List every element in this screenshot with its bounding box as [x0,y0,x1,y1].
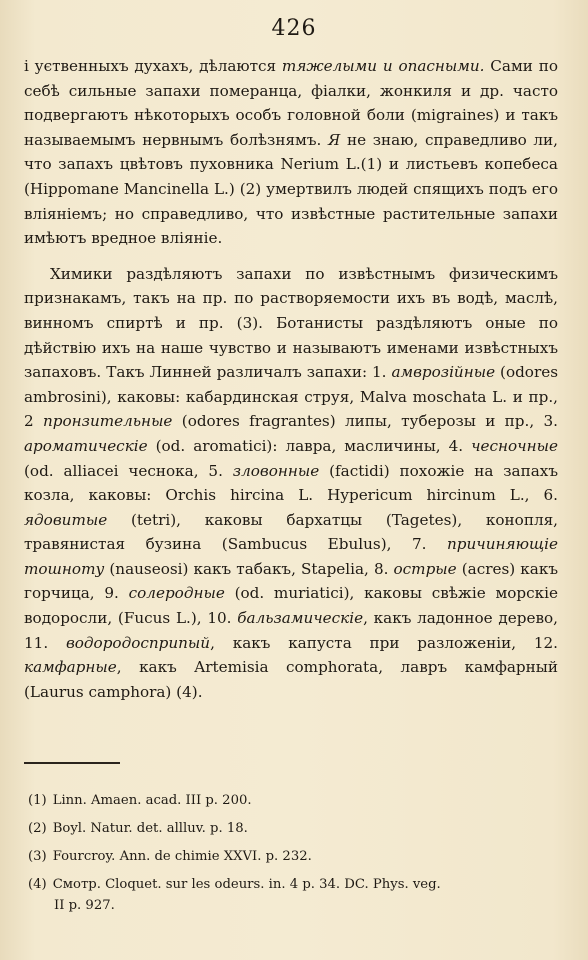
body-text [24,54,558,704]
text-segment: (od. muriatici), каковы свѣжіе морскіе водоросли, (Fucus L.), 10. [24,584,558,628]
page-number: 426 [271,16,317,41]
paragraph-1 [24,54,558,251]
footnote-text: Linn. Amaen. acad. III p. 200. [52,793,252,808]
text-segment: (factidi) похожіе на запахъ козла, каковы: Orchis hircina L. Hypericum hircinum L., 6. [24,461,558,505]
footnote-text: Boyl. Natur. det. allluv. p. 18. [52,821,248,836]
text-segment: (nauseosi) какъ табакъ, Stapelia, 8. [104,559,394,578]
italic-term: солеродные [128,584,225,603]
italic-term: острые [393,559,457,578]
italic-term: зловонные [232,461,320,480]
footnote-2 [28,818,558,839]
italic-term: ядовитые [24,510,108,529]
italic-term: ароматическіе [24,436,148,455]
footnote-divider [24,762,120,764]
text-segment: , какъ ладонное дерево, 11. [24,609,558,652]
text-segment: (od. aromatici): лавра, масличины, 4. [147,436,472,455]
footnote-number: (3) [28,849,47,864]
footnotes [28,790,558,923]
text-segment: не знаю, справедливо ли, что запахъ цвѣтовъ пуховника Nerium L.(1) и листьевъ копебеса (Hippomane Mancinella L.) (2) умертвилъ людей спящихъ подъ его вліяніемъ; но справедливо, что извѣстные растительные запахи имѣютъ вредное вліяніе. [24,130,558,248]
footnote-text: Fourcroy. Ann. de chimie XXVI. p. 232. [52,849,312,864]
italic-term: причиняющіе тошноту [24,535,558,578]
text-segment: (odores fragrantes) липы, туберозы и пр., 3. [172,412,558,431]
italic-term: камфарные [24,658,117,677]
italic-term: чесночные [471,436,558,455]
italic-term: Я [328,130,341,149]
italic-term: бальзамическіе [237,609,364,628]
footnote-number: (2) [28,821,47,836]
italic-term: водородосприпый [65,633,211,652]
footnote-1 [28,790,558,811]
footnote-number: (1) [28,793,47,808]
text-segment: (od. alliacei чеснока, 5. [24,461,233,480]
paragraph-2 [24,262,558,705]
italic-term: пронзительные [43,412,173,431]
footnote-text: Смотр. Cloquet. sur les odeurs. in. 4 p. 34. DC. Phys. veg. [52,877,441,892]
text-segment: , какъ Artemisia comphorata, лавръ камфарный (Laurus camphora) (4). [24,658,558,701]
text-segment: (odores ambrosini), каковы: кабардинская струя, Malva moschata L. и пр., 2 [24,363,558,431]
text-segment: (acres) какъ горчица, 9. [24,559,558,603]
footnote-4 [28,874,558,916]
footnote-number: (4) [28,877,47,892]
italic-term: амврозійные [391,363,496,382]
text-segment: Химики раздѣляютъ запахи по извѣстнымъ физическимъ признакамъ, такъ на пр. по растворяемости ихъ въ водѣ, маслѣ, винномъ спиртѣ и пр. (3). Ботанисты раздѣляютъ оные по дѣйствію ихъ на наше чувство и называютъ именами извѣстныхъ запаховъ. Такъ Линней различалъ запахи: 1. [24,264,558,382]
text-segment: , какъ капуста при разложеніи, 12. [210,633,558,652]
footnote-3 [28,846,558,867]
text-segment: і уєтвенныхъ духахъ, дѣлаются [24,57,282,75]
footnote-continuation: II p. 927. [54,898,115,913]
text-segment: (tetri), каковы бархатцы (Tagetes), конопля, травянистая бузина (Sambucus Ebulus), 7. [24,510,558,554]
italic-term: тяжелыми и опасными. [281,57,485,75]
text-segment: Сами по себѣ сильные запахи померанца, фіалки, жонкиля и др. часто подвергаютъ нѣкоторыхъ особъ головной боли (migraines) и такъ называемымъ нервнымъ болѣзнямъ. [24,57,558,149]
